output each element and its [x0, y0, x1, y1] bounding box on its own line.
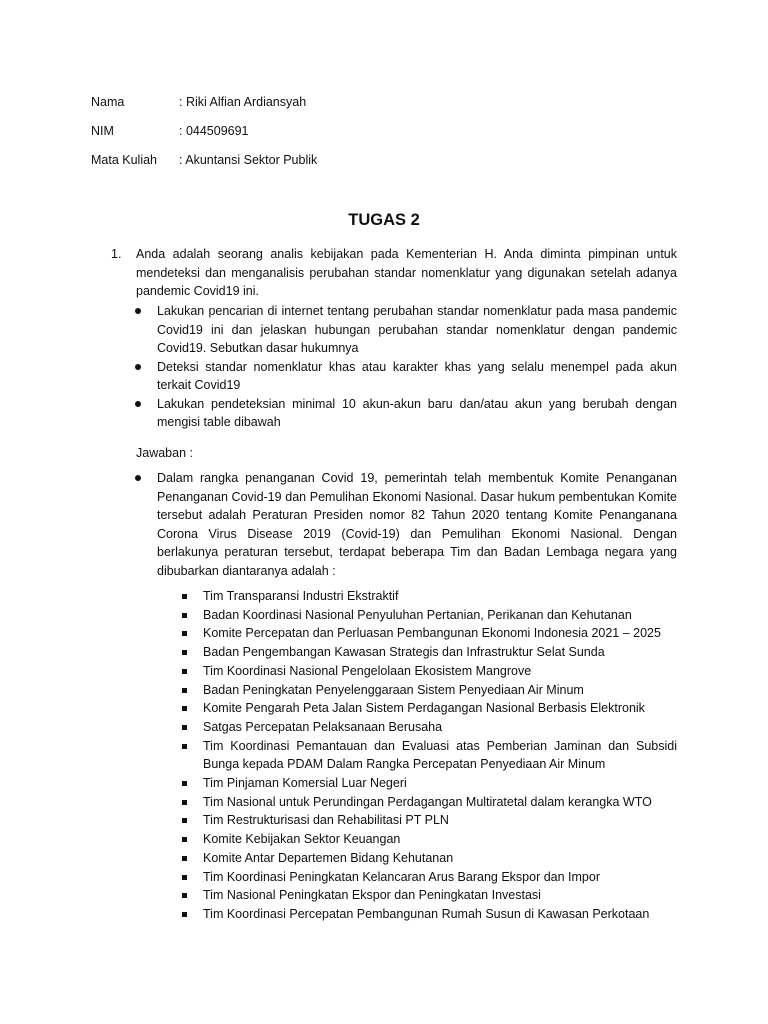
bullet-icon: [135, 308, 141, 314]
square-bullet-icon: [182, 594, 187, 599]
list-item: [133, 395, 677, 432]
question-number: 1.: [111, 247, 122, 261]
list-item: [180, 606, 677, 625]
square-bullet-icon: [182, 837, 187, 842]
name-value: : Riki Alfian Ardiansyah: [179, 95, 307, 109]
list-item: [133, 302, 677, 358]
answer-label: Jawaban :: [136, 446, 193, 460]
list-item: [180, 886, 677, 905]
square-bullet-icon: [182, 650, 187, 655]
list-item-text: Tim Pinjaman Komersial Luar Negeri: [203, 776, 407, 791]
question-bullet-list: [133, 302, 677, 432]
list-item: [180, 587, 677, 606]
list-item: [180, 643, 677, 662]
square-bullet-icon: [182, 800, 187, 805]
question-bullet-text: Lakukan pendeteksian minimal 10 akun-akun baru dan/atau akun yang berubah dengan mengisi table dibawah: [157, 396, 677, 429]
square-bullet-icon: [182, 856, 187, 861]
square-bullet-icon: [182, 893, 187, 898]
list-item-text: Badan Koordinasi Nasional Penyuluhan Pertanian, Perikanan dan Kehutanan: [203, 607, 632, 622]
list-item-text: Tim Koordinasi Nasional Pengelolaan Ekosistem Mangrove: [203, 663, 532, 678]
square-bullet-icon: [182, 912, 187, 917]
list-item-text: Tim Koordinasi Percepatan Pembangunan Rumah Susun di Kawasan Perkotaan: [203, 906, 650, 921]
list-item: [180, 849, 677, 868]
square-bullet-icon: [182, 725, 187, 730]
square-bullet-icon: [182, 744, 187, 749]
dissolved-bodies-list: [180, 587, 677, 924]
answer-paragraph: [133, 469, 677, 580]
list-item-text: Komite Antar Departemen Bidang Kehutanan: [203, 850, 454, 865]
square-bullet-icon: [182, 669, 187, 674]
list-item: [180, 737, 677, 774]
list-item: [180, 662, 677, 681]
list-item-text: Tim Koordinasi Peningkatan Kelancaran Arus Barang Ekspor dan Impor: [203, 869, 600, 884]
bullet-icon: [135, 475, 141, 481]
question-text: Anda adalah seorang analis kebijakan pada Kementerian H. Anda diminta pimpinan untuk mendeteksi dan menganalisis perubahan standar nomenklatur yang digunakan setelah adanya pandemic Covid19 ini.: [136, 247, 677, 298]
list-item-text: Tim Koordinasi Pemantauan dan Evaluasi atas Pemberian Jaminan dan Subsidi Bunga kepada PDAM Dalam Rangka Percepatan Penyediaan Air Minum: [203, 738, 677, 772]
square-bullet-icon: [182, 613, 187, 618]
square-bullet-icon: [182, 781, 187, 786]
square-bullet-icon: [182, 688, 187, 693]
list-item-text: Komite Percepatan dan Perluasan Pembangunan Ekonomi Indonesia 2021 – 2025: [203, 626, 661, 641]
list-item-text: Tim Transparansi Industri Ekstraktif: [203, 589, 399, 603]
list-item: [133, 469, 677, 580]
list-item-text: Badan Peningkatan Penyelenggaraan Sistem Penyediaan Air Minum: [203, 682, 584, 697]
list-item: [180, 624, 677, 643]
list-item: [180, 811, 677, 830]
question-item: [111, 245, 677, 301]
list-item: [180, 830, 677, 849]
list-item: [180, 718, 677, 737]
square-bullet-icon: [182, 875, 187, 880]
course-value: : Akuntansi Sektor Publik: [179, 153, 318, 167]
list-item: [180, 868, 677, 887]
list-item-text: Komite Kebijakan Sektor Keuangan: [203, 832, 401, 847]
list-item: [180, 774, 677, 793]
list-item: [180, 793, 677, 812]
nim-value: : 044509691: [179, 124, 249, 138]
square-bullet-icon: [182, 706, 187, 711]
list-item-text: Komite Pengarah Peta Jalan Sistem Perdagangan Nasional Berbasis Elektronik: [203, 701, 645, 716]
list-item-text: Badan Pengembangan Kawasan Strategis dan Infrastruktur Selat Sunda: [203, 645, 605, 660]
course-label: Mata Kuliah: [91, 153, 158, 167]
answer-text: Dalam rangka penanganan Covid 19, pemerintah telah membentuk Komite Penanganan Penanganan Covid-19 dan Pemulihan Ekonomi Nasional. Dasar hukum pembentukan Komite tersebut adalah Peraturan Presiden nomor 82 Tahun 2020 tentang Komite Penanganana Corona Virus Disease 2019 (Covid-19) dan Pemulihan Ekonomi Nasional. Dengan berlakunya peraturan tersebut, terdapat beberapa Tim dan Badan Lembaga negara yang dibubarkan diantaranya adalah :: [157, 471, 677, 578]
list-item-text: Tim Nasional Peningkatan Ekspor dan Peningkatan Investasi: [203, 888, 541, 903]
page-title: TUGAS 2: [348, 211, 420, 229]
bullet-icon: [135, 401, 141, 407]
square-bullet-icon: [182, 631, 187, 636]
list-item-text: Tim Restrukturisasi dan Rehabilitasi PT PLN: [203, 813, 449, 828]
list-item: [180, 905, 677, 924]
name-label: Nama: [91, 95, 125, 109]
list-item-text: Satgas Percepatan Pelaksanaan Berusaha: [203, 719, 443, 734]
nim-label: NIM: [91, 124, 114, 138]
list-item: [133, 358, 677, 395]
question-bullet-text: Deteksi standar nomenklatur khas atau karakter khas yang selalu menempel pada akun terkait Covid19: [157, 359, 677, 392]
list-item: [180, 699, 677, 718]
square-bullet-icon: [182, 818, 187, 823]
question-bullet-text: Lakukan pencarian di internet tentang perubahan standar nomenklatur pada masa pandemic Covid19 ini dan jelaskan hubungan perubahan standar nomenklatur dengan pandemic Covid19. Sebutkan dasar hukumnya: [157, 304, 677, 355]
list-item-text: Tim Nasional untuk Perundingan Perdagangan Multiratetal dalam kerangka WTO: [203, 794, 652, 809]
bullet-icon: [135, 364, 141, 370]
list-item: [180, 681, 677, 700]
